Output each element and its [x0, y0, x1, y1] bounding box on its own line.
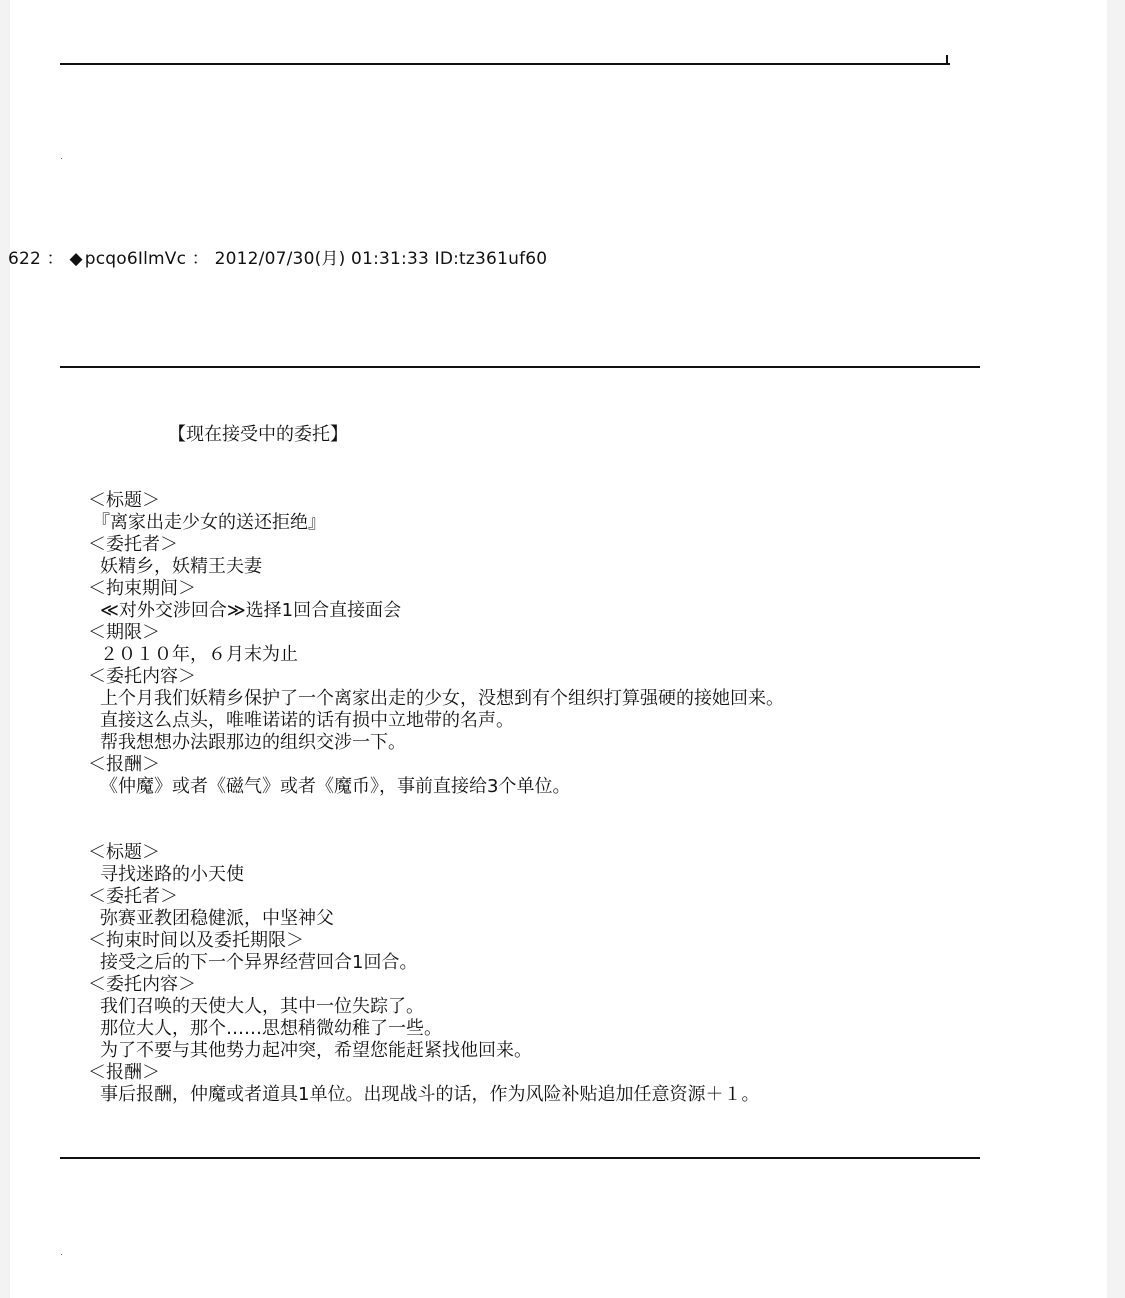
request-title: 寻找迷路的小天使 — [100, 864, 244, 885]
request-reward-label: ＜报酬＞ — [88, 754, 160, 775]
post-trip: pcqo6IlmVc — [84, 249, 187, 269]
top-divider-tick — [946, 55, 948, 65]
top-divider — [60, 63, 950, 65]
request-content-line: 上个月我们妖精乡保护了一个离家出走的少女，没想到有个组织打算强硬的接她回来。 — [100, 688, 784, 709]
request-entry-1 — [88, 490, 784, 798]
section-title: 【现在接受中的委托】 — [168, 424, 348, 445]
request-content-label: ＜委托内容＞ — [88, 666, 196, 687]
left-margin-strip — [0, 0, 10, 1298]
request-title-label: ＜标题＞ — [88, 842, 160, 863]
post-separator: ： — [46, 249, 64, 269]
post-number: 622 — [8, 249, 42, 269]
right-margin-strip — [1107, 0, 1125, 1298]
trip-diamond-icon: ◆ — [69, 249, 83, 269]
request-title: 『离家出走少女的送还拒绝』 — [92, 512, 326, 533]
post-colon: ： — [191, 249, 209, 269]
request-client-label: ＜委托者＞ — [88, 886, 178, 907]
request-period-label: ＜拘束时间以及委托期限＞ — [88, 930, 304, 951]
middle-divider — [60, 366, 980, 368]
request-title-label: ＜标题＞ — [88, 490, 160, 511]
request-reward: 《仲魔》或者《磁气》或者《魔币》，事前直接给3个单位。 — [100, 776, 571, 797]
request-content-line: 那位大人，那个……思想稍微幼稚了一些。 — [100, 1018, 442, 1039]
request-period-label: ＜拘束期间＞ — [88, 578, 196, 599]
request-content-line: 帮我想想办法跟那边的组织交涉一下。 — [100, 732, 406, 753]
request-deadline-label: ＜期限＞ — [88, 622, 160, 643]
request-content-line: 我们召唤的天使大人，其中一位失踪了。 — [100, 996, 424, 1017]
request-period: 接受之后的下一个异界经营回合1回合。 — [100, 952, 418, 973]
request-content-line: 为了不要与其他势力起冲突，希望您能赶紧找他回来。 — [100, 1040, 532, 1061]
request-content-line: 直接这么点头，唯唯诺诺的话有损中立地带的名声。 — [100, 710, 514, 731]
stray-dot — [61, 1254, 62, 1255]
request-period: ≪对外交涉回合≫选择1回合直接面会 — [100, 600, 402, 621]
post-date: 2012/07/30(月) 01:31:33 — [214, 249, 430, 269]
request-entry-2 — [88, 842, 759, 1106]
request-content-label: ＜委托内容＞ — [88, 974, 196, 995]
request-client-label: ＜委托者＞ — [88, 534, 178, 555]
request-reward-label: ＜报酬＞ — [88, 1062, 160, 1083]
post-header — [8, 248, 547, 270]
request-client: 妖精乡，妖精王夫妻 — [100, 556, 262, 577]
post-id: ID:tz361uf60 — [434, 249, 548, 269]
bottom-divider — [60, 1157, 980, 1159]
request-reward: 事后报酬，仲魔或者道具1单位。出现战斗的话，作为风险补贴追加任意资源＋１。 — [100, 1084, 760, 1105]
request-client: 弥赛亚教团稳健派，中坚神父 — [100, 908, 334, 929]
stray-dot — [61, 158, 62, 159]
request-deadline: ２０１０年，６月末为止 — [100, 644, 298, 665]
